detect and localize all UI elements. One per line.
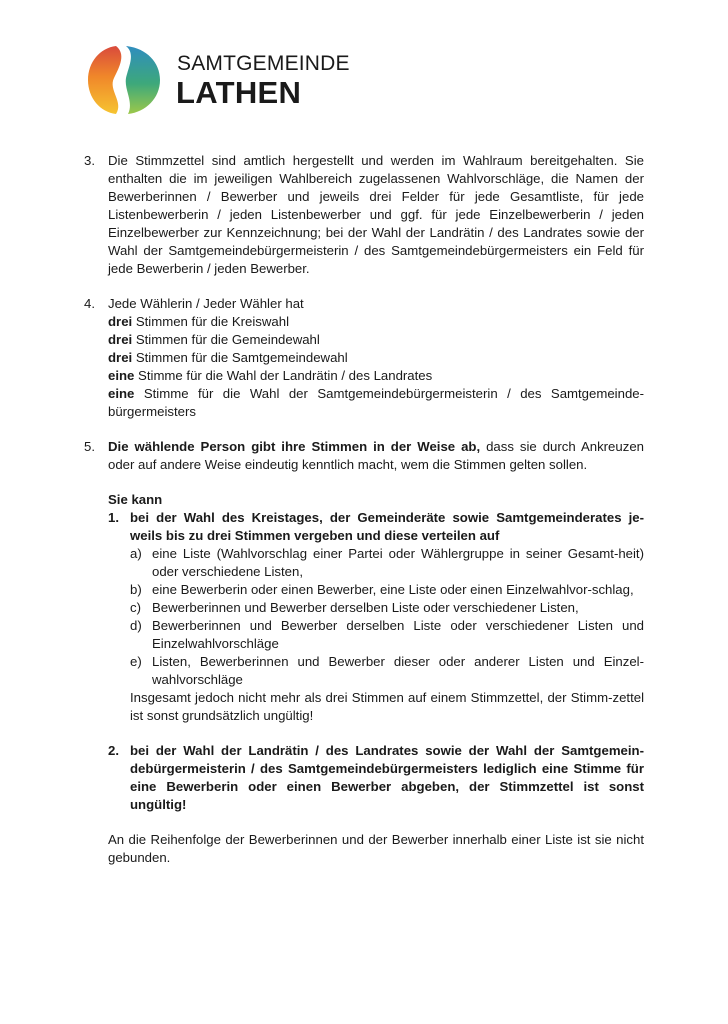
- item-text: Die Stimmzettel sind amtlich hergestellt und werden im Wahlraum bereitgehalten. Sie enthalten die im jeweiligen Wahlbereich zugelassenen Wahlvorschläge, die Namen der Bewerberinnen / Bewerber und jeweils drei Felder für jede Gesamtliste, für jede Listenbewerberin / jeden Listenbewerber und ggf. für jede Einzelbewerberin / jeden Einzelbewerber zur Kennzeichnung; bei der Wahl der Landrätin / des Landrates sowie der Wahl der Samtgemeindebürgermeisterin / des Samtgemeindebürgermeisters ein Feld für jede Bewerberin / jeden Bewerber.: [108, 153, 644, 276]
- option-a: [130, 545, 644, 581]
- sie-kann-heading: Sie kann: [108, 492, 163, 507]
- votes-line: [108, 349, 644, 367]
- option-b: [130, 581, 644, 599]
- item-number: 4.: [84, 296, 95, 311]
- option-c: [130, 599, 644, 617]
- item-number: 5.: [84, 439, 95, 454]
- item5-bold-lead: Die wählende Person gibt ihre Stimmen in der Weise ab,: [108, 439, 481, 454]
- sub-item-1: [108, 509, 644, 725]
- item-number: 3.: [84, 153, 95, 168]
- votes-line: [108, 331, 644, 349]
- document-body: [84, 152, 644, 884]
- sub-item-note: Insgesamt jedoch nicht mehr als drei Stimmen auf einem Stimmzettel, der Stimm-zettel ist sonst grundsätzlich ungültig!: [130, 690, 644, 723]
- option-label: c): [130, 600, 141, 615]
- votes-line: [108, 313, 644, 331]
- closing-text: An die Reihenfolge der Bewerberinnen und der Bewerber innerhalb einer Liste ist sie nicht gebunden.: [108, 832, 644, 865]
- votes-desc: Stimmen für die Samtgemeindewahl: [132, 350, 348, 365]
- votes-count: eine: [108, 368, 135, 383]
- votes-line: [108, 385, 644, 421]
- option-label: d): [130, 618, 142, 633]
- logo-mark-icon: [86, 44, 162, 116]
- list-item-5: [84, 438, 644, 867]
- logo-text-line2: LATHEN: [176, 75, 302, 110]
- item5-rest: dass sie durch Ankreuzen oder auf andere Weise eindeutig kenntlich macht, wem die Stimmen gelten sollen.: [108, 439, 644, 472]
- sub-item-2: [108, 742, 644, 814]
- votes-desc: Stimmen für die Gemeindewahl: [132, 332, 320, 347]
- votes-count: drei: [108, 332, 133, 347]
- option-d: [130, 617, 644, 653]
- votes-intro: Jede Wählerin / Jeder Wähler hat: [108, 296, 304, 311]
- logo-text-line1: SAMTGEMEINDE: [177, 52, 350, 75]
- sub-item-text: bei der Wahl des Kreistages, der Gemeinderäte sowie Samtgemeinderates je-weils bis zu drei Stimmen vergeben und diese verteilen auf: [130, 510, 644, 543]
- option-label: e): [130, 654, 142, 669]
- item-body: [108, 438, 644, 867]
- option-label: a): [130, 546, 142, 561]
- option-text: Listen, Bewerberinnen und Bewerber dieser oder anderer Listen und Einzel-wahlvorschläge: [152, 654, 644, 687]
- option-text: Bewerberinnen und Bewerber derselben Liste oder verschiedener Listen,: [152, 600, 579, 615]
- votes-count: drei: [108, 350, 133, 365]
- sub-item-number: 2.: [108, 743, 119, 758]
- sub-item-number: 1.: [108, 510, 119, 525]
- votes-count: eine: [108, 386, 135, 401]
- list-item-4: [84, 295, 644, 421]
- list-item-3: [84, 152, 644, 278]
- option-text: eine Bewerberin oder einen Bewerber, eine Liste oder einen Einzelwahlvor-schlag,: [152, 582, 634, 597]
- item5-lead: [108, 438, 644, 474]
- samtgemeinde-lathen-logo: [86, 44, 366, 116]
- item-body: [108, 295, 644, 421]
- votes-count: drei: [108, 314, 133, 329]
- votes-desc: Stimmen für die Kreiswahl: [132, 314, 290, 329]
- votes-desc: Stimme für die Wahl der Landrätin / des Landrates: [134, 368, 433, 383]
- sub-item-body: [130, 509, 644, 725]
- votes-desc: Stimme für die Wahl der Samtgemeindebürgermeisterin / des Samtgemeinde-bürgermeisters: [108, 386, 644, 419]
- option-label: b): [130, 582, 142, 597]
- option-text: eine Liste (Wahlvorschlag einer Partei oder Wählergruppe in seiner Gesamt-heit) oder verschiedene Listen,: [152, 546, 644, 579]
- votes-line: [108, 367, 644, 385]
- option-e: [130, 653, 644, 689]
- option-text: Bewerberinnen und Bewerber derselben Liste oder verschiedener Listen und Einzelwahlvorschläge: [152, 618, 644, 651]
- sub-item-text: bei der Wahl der Landrätin / des Landrates sowie der Wahl der Samtgemein-debürgermeisterin / des Samtgemeindebürgermeisters lediglich eine Stimme für eine Bewerberin oder einen Bewerber abgeben, der Stimmzettel ist sonst ungültig!: [130, 743, 644, 812]
